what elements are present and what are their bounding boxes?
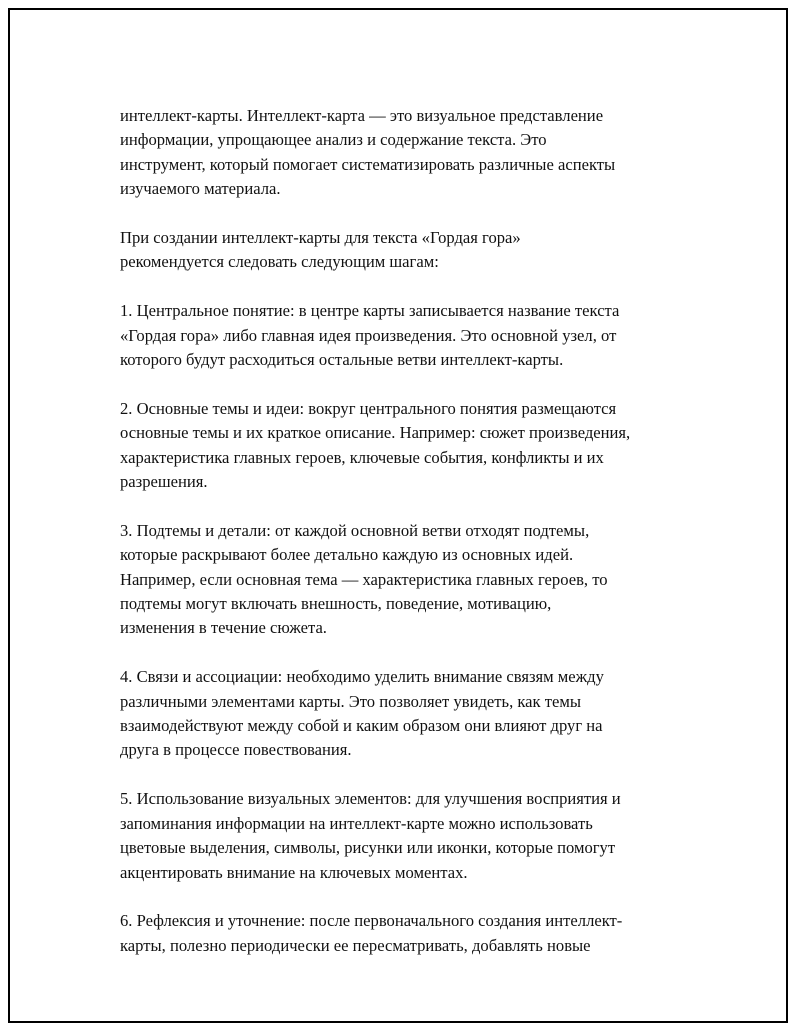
- page-frame: [8, 8, 788, 1023]
- paragraph-step-4: 4. Связи и ассоциации: необходимо уделить внимание связям между различными элементами карты. Это позволяет увидеть, как темы взаимодействуют между собой и каким образом они влияют друг на друга в процессе повествования.: [120, 667, 604, 760]
- document-body: [120, 104, 710, 983]
- paragraph-step-1: 1. Центральное понятие: в центре карты записывается название текста «Гордая гора» либо главная идея произведения. Это основной узел, от которого будут расходиться остальные ветви интеллект-карты.: [120, 301, 620, 370]
- paragraph-intro: интеллект-карты. Интеллект-карта — это визуальное представление информации, упрощающее анализ и содержание текста. Это инструмент, который помогает систематизировать различные аспекты изучаемого материала.: [120, 106, 616, 199]
- paragraph-steps-intro: При создании интеллект-карты для текста «Гордая гора» рекомендуется следовать следующим шагам:: [120, 228, 521, 272]
- paragraph-step-6: 6. Рефлексия и уточнение: после первоначального создания интеллект- карты, полезно периодически ее пересматривать, добавлять новые: [120, 911, 623, 955]
- paragraph-step-5: 5. Использование визуальных элементов: для улучшения восприятия и запоминания информации на интеллект-карте можно использовать цветовые выделения, символы, рисунки или иконки, которые помогут акцентировать внимание на ключевых моментах.: [120, 789, 621, 882]
- paragraph-step-3: 3. Подтемы и детали: от каждой основной ветви отходят подтемы, которые раскрывают более детально каждую из основных идей. Например, если основная тема — характеристика главных героев, то подтемы могут включать внешность, поведение, мотивацию, изменения в течение сюжета.: [120, 520, 608, 638]
- paragraph-step-2: 2. Основные темы и идеи: вокруг центрального понятия размещаются основные темы и их краткое описание. Например: сюжет произведения, характеристика главных героев, ключевые события, конфликты и их разрешения.: [120, 398, 631, 492]
